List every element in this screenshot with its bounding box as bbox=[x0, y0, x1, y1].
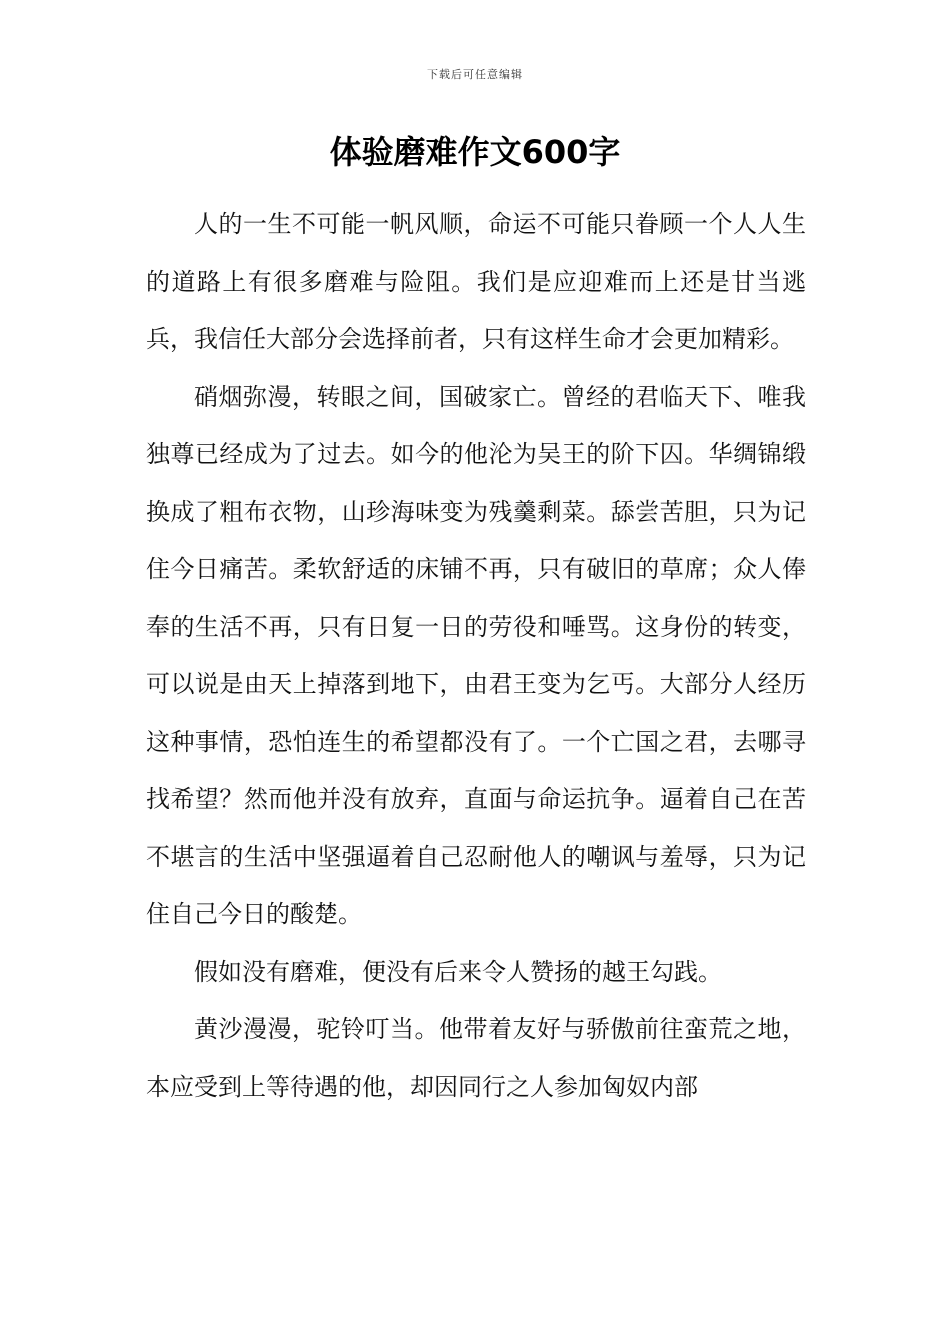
page-title: 体验磨难作文600字 bbox=[329, 133, 621, 171]
paragraph: 假如没有磨难，便没有后来令人赞扬的越王勾践。 bbox=[194, 957, 722, 986]
paragraph: 硝烟弥漫，转眼之间，国破家亡。曾经的君临天下、唯我独尊已经成为了过去。如今的他沦为吴王的阶下囚。华绸锦缎换成了粗布衣物，山珍海味变为残羹剩菜。舔尝苦胆，只为记住今日痛苦。柔软舒适的床铺不再，只有破旧的草席；众人俸奉的生活不再，只有日复一日的劳役和唾骂。这身份的转变，可以说是由天上掉落到地下，由君王变为乞丐。大部分人经历这种事情，恐怕连生的希望都没有了。一个亡国之君，去哪寻找希望？然而他并没有放弃，直面与命运抗争。逼着自己在苦不堪言的生活中坚强逼着自己忍耐他人的嘲讽与羞辱，只为记住自己今日的酸楚。 bbox=[146, 382, 806, 928]
header-note: 下载后可任意编辑 bbox=[427, 68, 523, 81]
paragraph: 人的一生不可能一帆风顺，命运不可能只眷顾一个人人生的道路上有很多磨难与险阻。我们是应迎难而上还是甘当逃兵，我信任大部分会选择前者，只有这样生命才会更加精彩。 bbox=[146, 210, 806, 353]
paragraph: 黄沙漫漫，驼铃叮当。他带着友好与骄傲前往蛮荒之地，本应受到上等待遇的他，却因同行之人参加匈奴内部 bbox=[146, 1015, 806, 1101]
article-body bbox=[146, 196, 806, 1116]
